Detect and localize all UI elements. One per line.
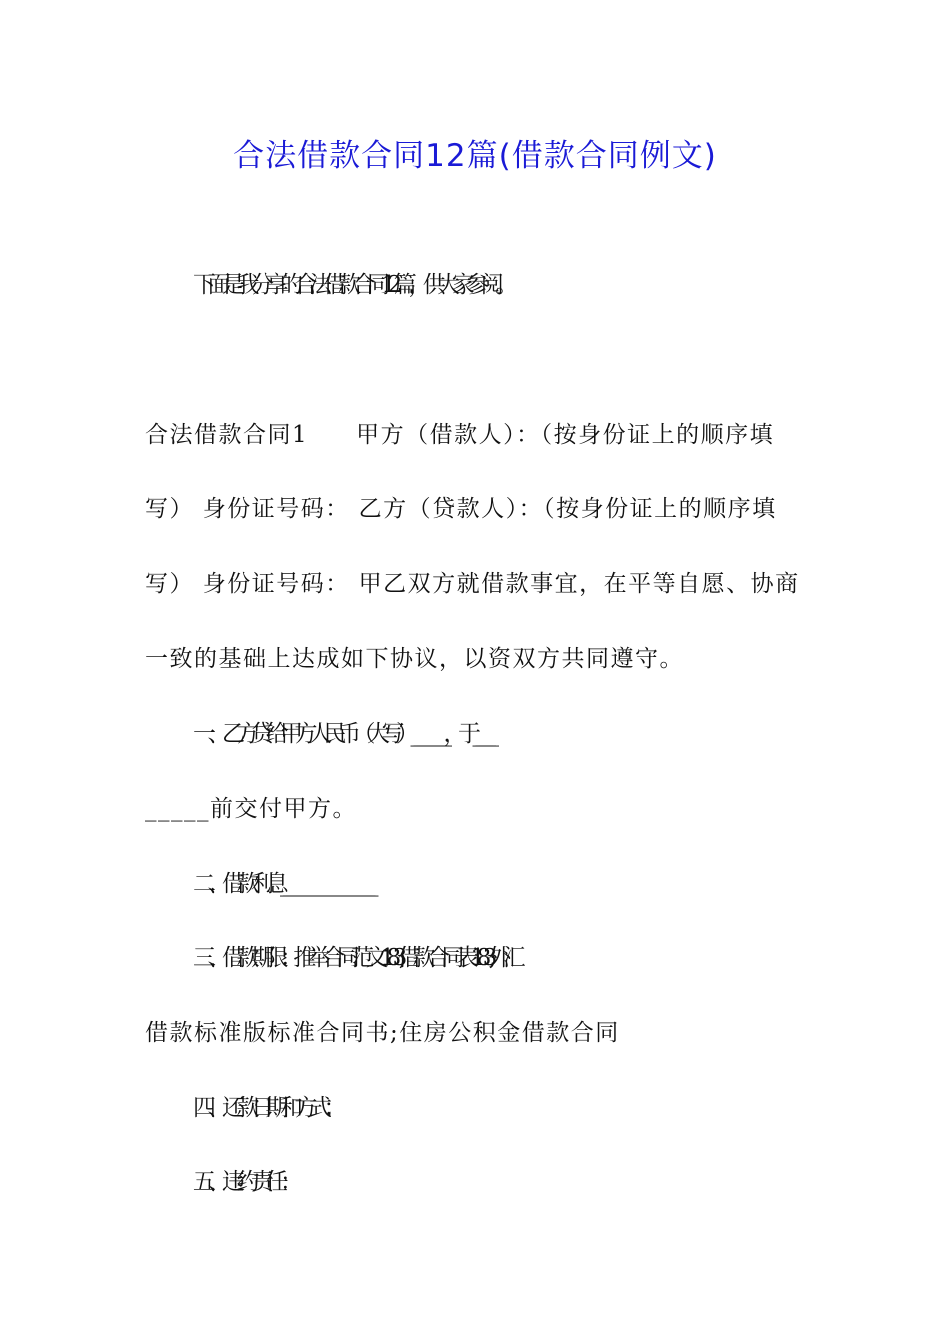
- clause-1-line-2: _____前交付甲方。: [145, 796, 357, 822]
- contract-number-label: 合法借款合同1: [145, 422, 309, 448]
- contract-line-3: 写） 身份证号码： 甲乙双方就借款事宜，在平等自愿、协商: [145, 571, 800, 597]
- document-title: 合法借款合同12篇(借款合同例文): [233, 138, 717, 174]
- clause-3-line-1: 三、借款期限： 推举合同范文183;借款合同表183;外汇: [193, 945, 518, 971]
- clause-5-liability: 五、违约责任：: [193, 1169, 295, 1195]
- intro-paragraph: 下面是我分享的合法借款合同12篇，供大家参阅。: [193, 272, 510, 298]
- clause-3-line-2: 借款标准版标准合同书;住房公积金借款合同: [145, 1020, 620, 1046]
- clause-4-repayment: 四、还款日期和方式：: [193, 1095, 338, 1121]
- party-a-label: 甲方（借款人）：（按身份证上的顺序填: [356, 422, 775, 448]
- clause-2-interest: 二、借款利息______________________________: [193, 871, 370, 897]
- contract-line-2: 写） 身份证号码： 乙方（贷款人）：（按身份证上的顺序填: [145, 496, 777, 522]
- contract-line-1: [145, 420, 805, 450]
- clause-1-line-1: 一、乙方贷给甲方人民币（大写）___________，于______: [193, 721, 491, 747]
- contract-line-4: 一致的基础上达成如下协议，以资双方共同遵守。: [145, 646, 684, 672]
